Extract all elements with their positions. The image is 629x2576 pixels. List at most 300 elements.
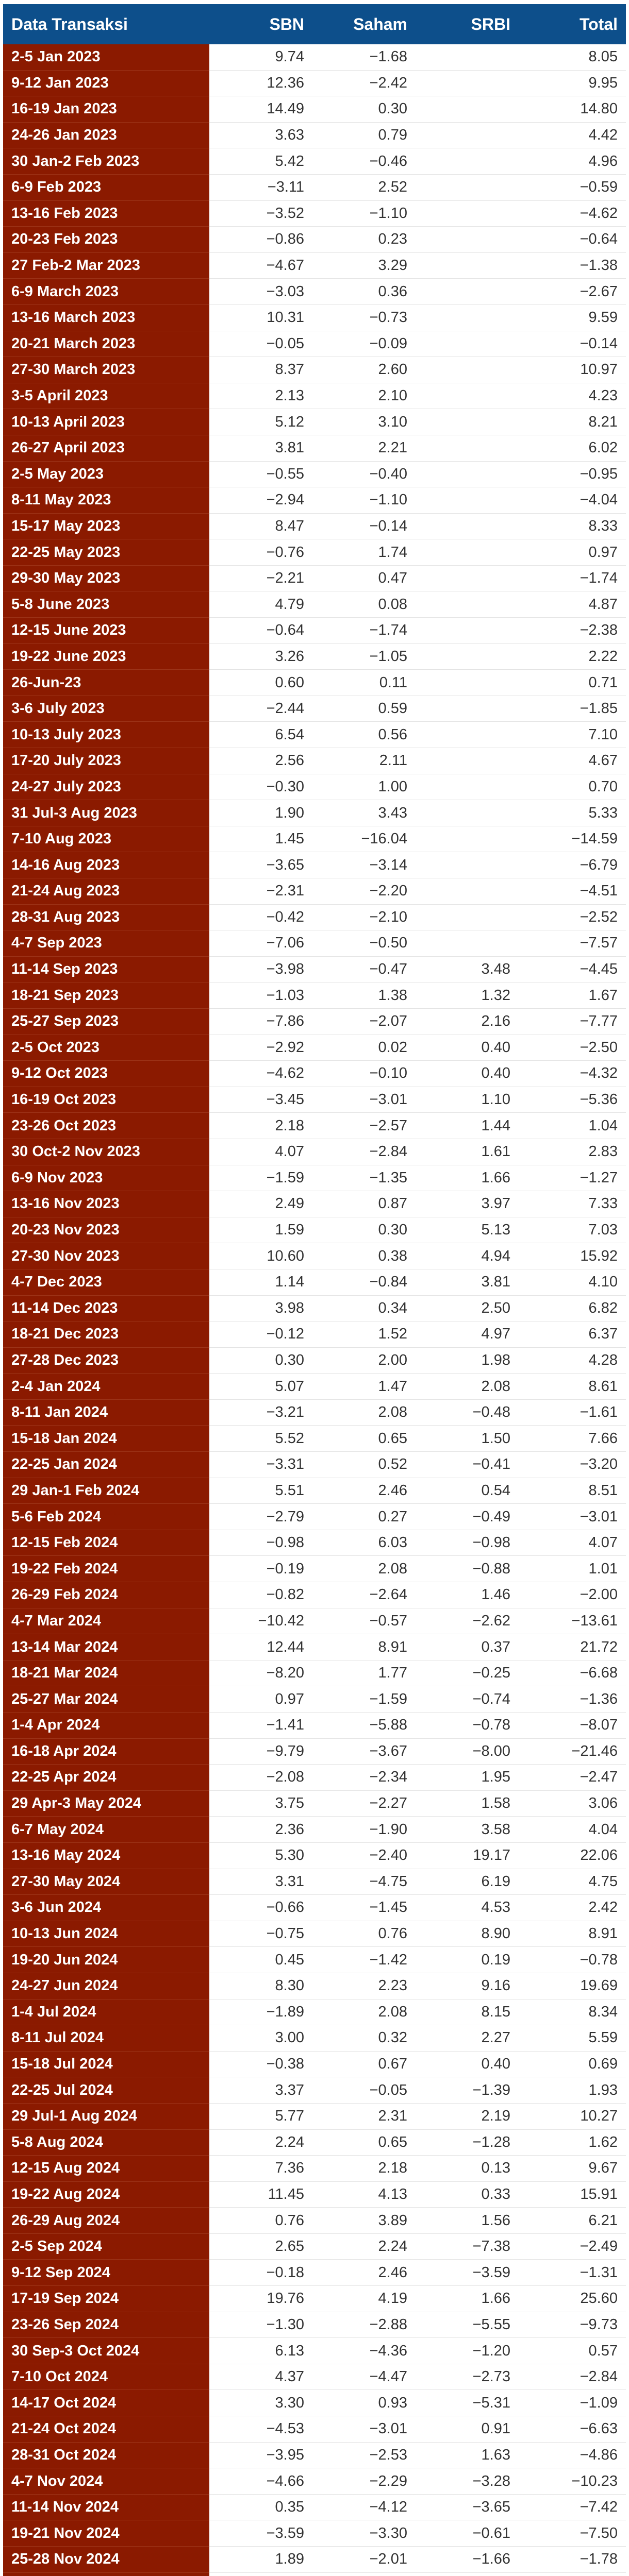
table-row [3, 982, 626, 1009]
table-row [3, 383, 626, 409]
row-label-cell: 15-18 Jul 2024 [3, 2051, 209, 2077]
value-cell-total: 7.10 [519, 722, 626, 748]
value-cell-saham: −0.40 [312, 461, 416, 487]
row-label-cell: 27-28 Dec 2023 [3, 1347, 209, 1374]
value-cell-sbn: −0.19 [209, 1556, 312, 1582]
value-cell-sbn: −0.05 [209, 331, 312, 357]
value-cell-saham: −1.35 [312, 1165, 416, 1191]
value-cell-total: −10.23 [519, 2468, 626, 2495]
value-cell-srbi [416, 148, 519, 175]
table-row [3, 252, 626, 279]
value-cell-srbi [416, 70, 519, 96]
value-cell-sbn: 11.45 [209, 2181, 312, 2208]
table-row [3, 930, 626, 957]
value-cell-total: −4.04 [519, 487, 626, 514]
value-cell-total: 7.66 [519, 1426, 626, 1452]
row-label-cell: 18-21 Dec 2023 [3, 1321, 209, 1348]
value-cell-sbn: 5.07 [209, 1374, 312, 1400]
table-row [3, 2103, 626, 2129]
value-cell-srbi: −0.48 [416, 1399, 519, 1426]
value-cell-sbn: 5.42 [209, 148, 312, 175]
value-cell-saham: −2.84 [312, 1139, 416, 1165]
table-row [3, 2051, 626, 2077]
value-cell-saham: 0.67 [312, 2051, 416, 2077]
value-cell-saham: −1.42 [312, 1947, 416, 1973]
value-cell-sbn: −3.52 [209, 200, 312, 227]
value-cell-total: 14.80 [519, 96, 626, 123]
value-cell-srbi: 8.90 [416, 1921, 519, 1947]
value-cell-srbi: 9.16 [416, 1973, 519, 1999]
value-cell-srbi [416, 826, 519, 852]
value-cell-total: 8.34 [519, 1999, 626, 2025]
value-cell-saham: −4.75 [312, 1869, 416, 1895]
value-cell-saham: −4.47 [312, 2364, 416, 2390]
value-cell-total: 1.01 [519, 1556, 626, 1582]
row-label-cell: 15-18 Jan 2024 [3, 1426, 209, 1452]
table-row [3, 748, 626, 774]
value-cell-total: −2.52 [519, 904, 626, 930]
value-cell-saham: 0.79 [312, 122, 416, 148]
value-cell-saham: −2.07 [312, 1008, 416, 1035]
value-cell-total: −1.31 [519, 2260, 626, 2286]
value-cell-total: −6.79 [519, 852, 626, 878]
row-label-cell: 14-16 Aug 2023 [3, 852, 209, 878]
value-cell-sbn: 2.36 [209, 1817, 312, 1843]
row-label-cell: 29 Jul-1 Aug 2024 [3, 2103, 209, 2129]
row-label-cell: 10-13 April 2023 [3, 409, 209, 435]
row-label-cell: 1-4 Apr 2024 [3, 1713, 209, 1739]
value-cell-saham: −2.42 [312, 70, 416, 96]
value-cell-saham: −0.84 [312, 1269, 416, 1295]
value-cell-sbn: 19.76 [209, 2286, 312, 2312]
value-cell-total: 1.67 [519, 982, 626, 1009]
value-cell-total: 5.59 [519, 2025, 626, 2052]
value-cell-saham: −2.53 [312, 2442, 416, 2468]
value-cell-saham: 2.18 [312, 2156, 416, 2182]
value-cell-saham: −2.57 [312, 1113, 416, 1139]
value-cell-srbi: 1.44 [416, 1113, 519, 1139]
row-label-cell: 2-5 May 2023 [3, 461, 209, 487]
row-label-cell: 26-29 Aug 2024 [3, 2208, 209, 2234]
header-row [3, 4, 626, 44]
value-cell-saham: −0.14 [312, 513, 416, 539]
value-cell-sbn: 10.60 [209, 1243, 312, 1269]
row-label-cell: 2-5 Sep 2024 [3, 2233, 209, 2260]
value-cell-saham: 0.59 [312, 696, 416, 722]
value-cell-srbi [416, 696, 519, 722]
value-cell-sbn: −4.67 [209, 252, 312, 279]
table-row [3, 1452, 626, 1478]
row-label-cell: 13-16 March 2023 [3, 304, 209, 331]
table-row [3, 2442, 626, 2468]
row-label-cell: 4-7 Mar 2024 [3, 1608, 209, 1634]
row-label-cell: 27-30 Nov 2023 [3, 1243, 209, 1269]
value-cell-total: 5.33 [519, 800, 626, 826]
value-cell-total: 6.82 [519, 1295, 626, 1321]
row-label-cell: 19-21 Nov 2024 [3, 2520, 209, 2547]
row-label-cell: 4-7 Nov 2024 [3, 2468, 209, 2495]
table-row [3, 1035, 626, 1061]
fund-flow-table [3, 4, 626, 2576]
value-cell-total: −2.38 [519, 618, 626, 644]
value-cell-saham: −2.40 [312, 1842, 416, 1869]
table-row [3, 96, 626, 123]
value-cell-total: −2.50 [519, 1035, 626, 1061]
row-label-cell: 27-30 May 2024 [3, 1869, 209, 1895]
value-cell-total: −0.59 [519, 174, 626, 200]
table-row [3, 2077, 626, 2104]
value-cell-sbn: 3.30 [209, 2390, 312, 2416]
column-header-total[interactable]: Total [519, 4, 626, 44]
value-cell-saham: 0.27 [312, 1504, 416, 1530]
value-cell-total: −6.68 [519, 1660, 626, 1686]
value-cell-total: 0.71 [519, 670, 626, 696]
value-cell-saham: 1.77 [312, 1660, 416, 1686]
value-cell-total: 10.97 [519, 357, 626, 383]
table-row [3, 513, 626, 539]
value-cell-total: −7.50 [519, 2520, 626, 2547]
value-cell-sbn: −0.66 [209, 1895, 312, 1921]
row-label-cell: 1-4 Jul 2024 [3, 1999, 209, 2025]
value-cell-srbi: 1.58 [416, 1790, 519, 1817]
value-cell-srbi: 1.95 [416, 1765, 519, 1791]
value-cell-total: 4.28 [519, 1347, 626, 1374]
value-cell-total: −4.51 [519, 878, 626, 905]
row-label-cell: 22-25 Jul 2024 [3, 2077, 209, 2104]
value-cell-saham: 0.23 [312, 227, 416, 253]
row-label-cell: 13-16 May 2024 [3, 1842, 209, 1869]
table-row [3, 1530, 626, 1556]
table-row [3, 1790, 626, 1817]
table-row [3, 279, 626, 305]
value-cell-srbi [416, 357, 519, 383]
table-row [3, 200, 626, 227]
value-cell-srbi [416, 539, 519, 566]
row-label-cell: 4-7 Dec 2023 [3, 1269, 209, 1295]
row-label-cell: 27-30 March 2023 [3, 357, 209, 383]
value-cell-srbi [416, 252, 519, 279]
column-header-data-transaksi[interactable]: Data Transaksi [3, 4, 209, 44]
value-cell-sbn: 1.90 [209, 800, 312, 826]
value-cell-sbn: 0.97 [209, 1686, 312, 1713]
value-cell-srbi: −0.49 [416, 1504, 519, 1530]
value-cell-saham: −0.50 [312, 930, 416, 957]
value-cell-saham: 2.46 [312, 2260, 416, 2286]
value-cell-saham: 0.47 [312, 565, 416, 591]
row-label-cell: 23-26 Sep 2024 [3, 2312, 209, 2338]
row-label-cell: 19-20 Jun 2024 [3, 1947, 209, 1973]
table-row [3, 2129, 626, 2156]
value-cell-srbi: 1.50 [416, 1426, 519, 1452]
value-cell-total: −13.61 [519, 1608, 626, 1634]
value-cell-srbi: 1.46 [416, 1582, 519, 1608]
value-cell-total: −1.09 [519, 2390, 626, 2416]
table-row [3, 539, 626, 566]
value-cell-saham: −3.30 [312, 2520, 416, 2547]
value-cell-total: 8.05 [519, 44, 626, 70]
value-cell-total: −4.32 [519, 1061, 626, 1087]
table-row [3, 774, 626, 800]
row-label-cell: 30 Oct-2 Nov 2023 [3, 1139, 209, 1165]
value-cell-sbn: 0.30 [209, 1347, 312, 1374]
value-cell-saham: 3.89 [312, 2208, 416, 2234]
value-cell-saham: −16.04 [312, 826, 416, 852]
value-cell-saham: 0.52 [312, 1452, 416, 1478]
table-row [3, 1895, 626, 1921]
value-cell-total: −6.63 [519, 2416, 626, 2443]
value-cell-saham: 0.32 [312, 2025, 416, 2052]
value-cell-total: 7.33 [519, 1191, 626, 1217]
value-cell-total: −7.77 [519, 1008, 626, 1035]
value-cell-total [519, 2572, 626, 2576]
row-label-cell: 26-27 April 2023 [3, 435, 209, 461]
value-cell-srbi: 1.32 [416, 982, 519, 1009]
value-cell-total: −1.61 [519, 1399, 626, 1426]
value-cell-saham: −1.45 [312, 1895, 416, 1921]
value-cell-total: −2.47 [519, 1765, 626, 1791]
value-cell-total: −7.42 [519, 2494, 626, 2520]
row-label-cell: 30 Sep-3 Oct 2024 [3, 2338, 209, 2364]
value-cell-total: 4.96 [519, 148, 626, 175]
value-cell-saham: 4.19 [312, 2286, 416, 2312]
value-cell-srbi: 0.40 [416, 1061, 519, 1087]
value-cell-total: 1.93 [519, 2077, 626, 2104]
row-label-cell: 12-15 Aug 2024 [3, 2156, 209, 2182]
row-label-cell: 5-6 Feb 2024 [3, 1504, 209, 1530]
row-label-cell: 23-26 Oct 2023 [3, 1113, 209, 1139]
value-cell-sbn: −3.45 [209, 1087, 312, 1113]
value-cell-total: −5.36 [519, 1087, 626, 1113]
value-cell-srbi: −0.98 [416, 1530, 519, 1556]
table-row [3, 956, 626, 982]
value-cell-srbi [416, 304, 519, 331]
value-cell-saham: 2.24 [312, 2233, 416, 2260]
value-cell-sbn: 0.35 [209, 2494, 312, 2520]
table-row [3, 304, 626, 331]
value-cell-srbi [416, 461, 519, 487]
row-label-cell: 31 Jul-3 Aug 2023 [3, 800, 209, 826]
value-cell-total: 8.51 [519, 1478, 626, 1504]
table-row [3, 591, 626, 618]
table-row [3, 722, 626, 748]
table-row [3, 1295, 626, 1321]
value-cell-srbi [416, 174, 519, 200]
value-cell-srbi [416, 409, 519, 435]
value-cell-sbn: −3.11 [209, 174, 312, 200]
value-cell-saham: 1.47 [312, 1374, 416, 1400]
value-cell-saham: 0.76 [312, 1921, 416, 1947]
row-label-cell: 6-7 May 2024 [3, 1817, 209, 1843]
value-cell-saham: −3.67 [312, 1738, 416, 1765]
value-cell-srbi: 1.98 [416, 1347, 519, 1374]
row-label-cell: 5-8 Aug 2024 [3, 2129, 209, 2156]
table-row [3, 826, 626, 852]
column-header-srbi[interactable]: SRBI [416, 4, 519, 44]
row-label-cell: 10-13 July 2023 [3, 722, 209, 748]
value-cell-sbn: 4.07 [209, 1139, 312, 1165]
table-row [3, 1139, 626, 1165]
value-cell-saham: 0.11 [312, 670, 416, 696]
table-row [3, 1347, 626, 1374]
value-cell-srbi [416, 383, 519, 409]
table-row [3, 70, 626, 96]
value-cell-total: 4.67 [519, 748, 626, 774]
value-cell-saham: 0.65 [312, 2129, 416, 2156]
value-cell-total: −4.45 [519, 956, 626, 982]
value-cell-sbn: −0.75 [209, 1921, 312, 1947]
value-cell-sbn: −0.64 [209, 618, 312, 644]
value-cell-saham: 0.34 [312, 1295, 416, 1321]
value-cell-sbn: 5.77 [209, 2103, 312, 2129]
value-cell-saham: 3.43 [312, 800, 416, 826]
row-label-cell: 2-5 Oct 2023 [3, 1035, 209, 1061]
value-cell-srbi [416, 44, 519, 70]
row-label-cell: 19-22 Feb 2024 [3, 1556, 209, 1582]
value-cell-sbn: 0.76 [209, 2208, 312, 2234]
value-cell-total: −1.85 [519, 696, 626, 722]
value-cell-srbi: 2.27 [416, 2025, 519, 2052]
value-cell-srbi: 4.53 [416, 1895, 519, 1921]
value-cell-srbi: −0.88 [416, 1556, 519, 1582]
value-cell-total: −1.27 [519, 1165, 626, 1191]
value-cell-total: 15.91 [519, 2181, 626, 2208]
table-row [3, 2025, 626, 2052]
table-row [3, 1999, 626, 2025]
value-cell-total: 8.61 [519, 1374, 626, 1400]
value-cell-saham: 2.00 [312, 1347, 416, 1374]
table-row [3, 696, 626, 722]
value-cell-sbn: 8.30 [209, 1973, 312, 1999]
value-cell-saham: 0.02 [312, 1035, 416, 1061]
row-label-cell: 18-21 Sep 2023 [3, 982, 209, 1009]
value-cell-saham: −2.27 [312, 1790, 416, 1817]
value-cell-sbn: 3.98 [209, 1295, 312, 1321]
value-cell-sbn: 1.14 [209, 1269, 312, 1295]
value-cell-sbn: −0.55 [209, 461, 312, 487]
table-row [3, 2312, 626, 2338]
value-cell-saham: 2.11 [312, 748, 416, 774]
value-cell-total: 4.10 [519, 1269, 626, 1295]
row-label-cell: 28-31 Aug 2023 [3, 904, 209, 930]
value-cell-sbn: −2.92 [209, 1035, 312, 1061]
value-cell-total: −8.07 [519, 1713, 626, 1739]
table-row [3, 1113, 626, 1139]
value-cell-srbi: 2.50 [416, 1295, 519, 1321]
value-cell-srbi: −0.78 [416, 1713, 519, 1739]
table-row [3, 1973, 626, 1999]
value-cell-total: −0.14 [519, 331, 626, 357]
value-cell-saham: −1.05 [312, 643, 416, 670]
value-cell-srbi: −0.61 [416, 2520, 519, 2547]
value-cell-sbn: −0.12 [209, 1321, 312, 1348]
value-cell-srbi [416, 2572, 519, 2576]
value-cell-sbn: 3.63 [209, 122, 312, 148]
row-label-cell: 28-31 Oct 2024 [3, 2442, 209, 2468]
row-label-cell: 2-5 Jan 2023 [3, 44, 209, 70]
value-cell-saham: −3.14 [312, 852, 416, 878]
value-cell-srbi: 1.66 [416, 1165, 519, 1191]
value-cell-srbi: −1.66 [416, 2547, 519, 2573]
table-row [3, 1061, 626, 1087]
value-cell-srbi: −8.00 [416, 1738, 519, 1765]
table-row [3, 1582, 626, 1608]
table-row [3, 2286, 626, 2312]
value-cell-sbn: 2.56 [209, 748, 312, 774]
value-cell-sbn: 6.13 [209, 2338, 312, 2364]
table-row [3, 2181, 626, 2208]
table-row [3, 435, 626, 461]
value-cell-srbi [416, 722, 519, 748]
value-cell-srbi: 0.40 [416, 2051, 519, 2077]
row-label-cell: 9-12 Oct 2023 [3, 1061, 209, 1087]
value-cell-saham [312, 2572, 416, 2576]
column-header-saham[interactable]: Saham [312, 4, 416, 44]
table-row [3, 1765, 626, 1791]
value-cell-srbi: 0.40 [416, 1035, 519, 1061]
value-cell-sbn: −4.53 [209, 2416, 312, 2443]
value-cell-sbn: 3.00 [209, 2025, 312, 2052]
row-label-cell: 9-12 Sep 2024 [3, 2260, 209, 2286]
table-row [3, 1556, 626, 1582]
value-cell-srbi [416, 279, 519, 305]
row-label-cell: 7-10 Aug 2023 [3, 826, 209, 852]
value-cell-srbi [416, 435, 519, 461]
value-cell-srbi: 1.66 [416, 2286, 519, 2312]
row-label-cell: 13-14 Mar 2024 [3, 1634, 209, 1660]
value-cell-sbn: 2.65 [209, 2233, 312, 2260]
value-cell-total: 0.97 [519, 539, 626, 566]
value-cell-srbi: −5.55 [416, 2312, 519, 2338]
value-cell-total: −21.46 [519, 1738, 626, 1765]
table-row [3, 1243, 626, 1269]
value-cell-total: −2.67 [519, 279, 626, 305]
row-label-cell: 29 Apr-3 May 2024 [3, 1790, 209, 1817]
value-cell-sbn: −2.44 [209, 696, 312, 722]
table-row [3, 1921, 626, 1947]
row-label-cell: 6-9 Feb 2023 [3, 174, 209, 200]
value-cell-saham: 2.52 [312, 174, 416, 200]
value-cell-srbi [416, 643, 519, 670]
value-cell-sbn: 1.89 [209, 2547, 312, 2573]
table-row [3, 1504, 626, 1530]
value-cell-total: 8.91 [519, 1921, 626, 1947]
value-cell-saham: −2.01 [312, 2547, 416, 2573]
value-cell-total: 0.57 [519, 2338, 626, 2364]
table-row [3, 1817, 626, 1843]
table-row [3, 1191, 626, 1217]
table-row [3, 2572, 626, 2576]
value-cell-sbn: −3.21 [209, 1399, 312, 1426]
table-row [3, 2520, 626, 2547]
row-label-cell: 16-18 Apr 2024 [3, 1738, 209, 1765]
value-cell-saham: −4.36 [312, 2338, 416, 2364]
row-label-cell: 3-6 July 2023 [3, 696, 209, 722]
value-cell-sbn: 12.36 [209, 70, 312, 96]
value-cell-total: 4.75 [519, 1869, 626, 1895]
row-label-cell: 10-13 Jun 2024 [3, 1921, 209, 1947]
value-cell-sbn: 5.30 [209, 1842, 312, 1869]
table-row [3, 357, 626, 383]
value-cell-total: 10.27 [519, 2103, 626, 2129]
row-label-cell: 16-19 Oct 2023 [3, 1087, 209, 1113]
value-cell-sbn: 7.36 [209, 2156, 312, 2182]
value-cell-saham: 0.36 [312, 279, 416, 305]
table-row [3, 565, 626, 591]
value-cell-srbi: 5.13 [416, 1217, 519, 1243]
value-cell-saham: 3.10 [312, 409, 416, 435]
table-row [3, 1374, 626, 1400]
column-header-sbn[interactable]: SBN [209, 4, 312, 44]
